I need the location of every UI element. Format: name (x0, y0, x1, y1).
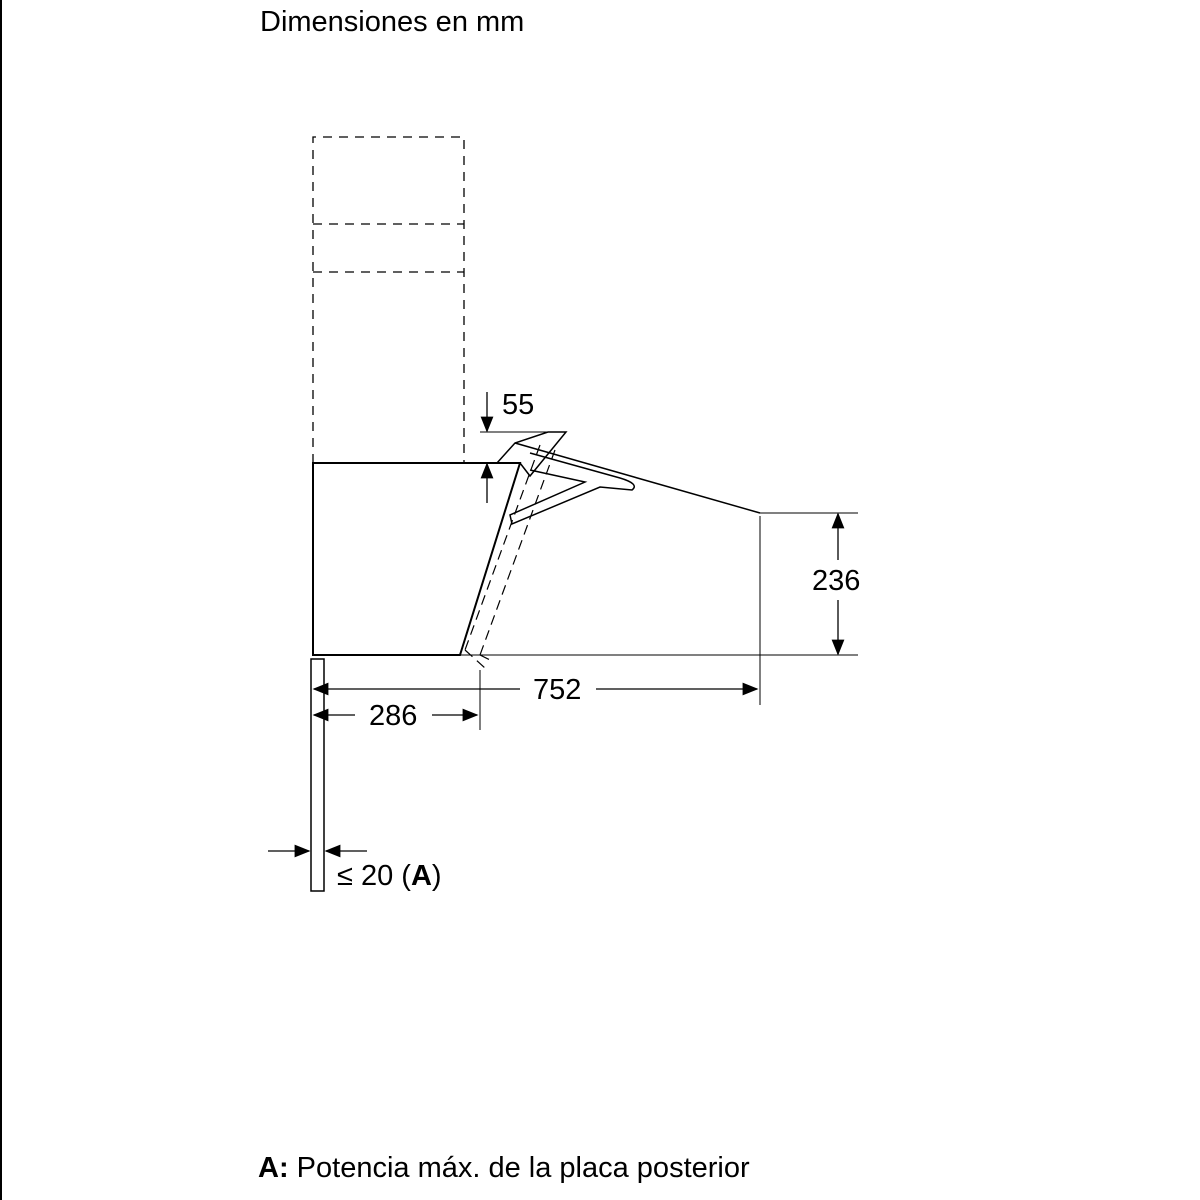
dimension-backsplash-close: ) (431, 860, 442, 892)
wall-panel (311, 659, 324, 891)
dimension-backsplash-label (337, 860, 442, 892)
dimension-backsplash-value: ≤ 20 ( (337, 860, 411, 892)
page-title: Dimensiones en mm (260, 6, 525, 38)
extension-lines (311, 432, 861, 860)
dimension-55-label: 55 (502, 389, 535, 421)
dimension-286-label: 286 (369, 700, 418, 732)
hood-canopy (497, 432, 760, 524)
legend-key: A: (258, 1152, 289, 1184)
hood-hidden-edge (465, 445, 555, 668)
dimension-236-label: 236 (812, 565, 861, 597)
dimension-752-label: 752 (533, 674, 582, 706)
chimney-outline (313, 137, 464, 463)
dimension-backsplash-ref: A (410, 860, 432, 892)
hood-body (313, 463, 520, 655)
legend-note (258, 1150, 750, 1186)
legend-text: Potencia máx. de la placa posterior (288, 1152, 750, 1184)
